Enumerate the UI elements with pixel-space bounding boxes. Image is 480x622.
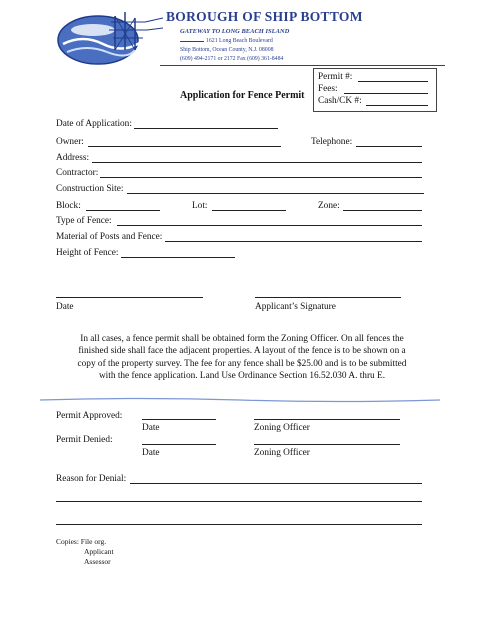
address-field[interactable] [92, 152, 422, 163]
zone-field[interactable] [343, 200, 422, 211]
block-field[interactable] [86, 200, 160, 211]
header-city: Ship Bottom, Ocean County, N.J. 08008 [180, 47, 274, 53]
fees-field[interactable] [344, 83, 428, 94]
type-of-fence-field[interactable] [117, 215, 422, 226]
copies-title: Copies: File org. [56, 537, 107, 546]
height-field[interactable] [121, 247, 235, 258]
lot-field[interactable] [212, 200, 286, 211]
reason-line-2[interactable] [56, 491, 422, 502]
denied-officer-line[interactable] [254, 434, 400, 445]
cash-check-field[interactable] [366, 95, 428, 106]
lot-label: Lot: [192, 201, 208, 211]
signature-date-line[interactable] [56, 287, 203, 298]
permit-number-field[interactable] [358, 71, 428, 82]
form-title: Application for Fence Permit [180, 90, 305, 101]
height-label: Height of Fence: [56, 248, 119, 258]
owner-field[interactable] [88, 136, 281, 147]
reason-line-3[interactable] [56, 514, 422, 525]
contractor-label: Contractor: [56, 168, 99, 178]
borough-title: BOROUGH OF SHIP BOTTOM [166, 9, 363, 24]
permit-denied-label: Permit Denied: [56, 435, 113, 445]
type-of-fence-label: Type of Fence: [56, 216, 112, 226]
approved-officer-label: Zoning Officer [254, 423, 310, 433]
borough-logo [53, 10, 165, 70]
applicant-signature-line[interactable] [255, 287, 401, 298]
contractor-field[interactable] [100, 167, 422, 178]
header-phone: (609) 494-2171 or 2172 Fax (609) 361-8484 [180, 56, 284, 62]
fees-label: Fees: [318, 84, 338, 94]
telephone-label: Telephone: [311, 137, 353, 147]
construction-site-label: Construction Site: [56, 184, 124, 194]
street-address: 1621 Long Beach Boulevard [206, 38, 273, 44]
material-label: Material of Posts and Fence: [56, 232, 163, 242]
reason-for-denial-field[interactable] [130, 473, 422, 484]
approved-date-line[interactable] [142, 409, 216, 420]
wave-divider [40, 391, 440, 399]
zone-label: Zone: [318, 201, 340, 211]
header-address [180, 38, 273, 44]
permit-approved-label: Permit Approved: [56, 411, 123, 421]
applicant-signature-label: Applicant’s Signature [255, 302, 336, 312]
owner-label: Owner: [56, 137, 84, 147]
material-field[interactable] [165, 231, 422, 242]
tagline: GATEWAY TO LONG BEACH ISLAND [180, 28, 290, 35]
approved-officer-line[interactable] [254, 409, 400, 420]
date-of-application-label: Date of Application: [56, 119, 132, 129]
fence-notice: In all cases, a fence permit shall be obtained form the Zoning Officer. On all fences the finished side shall face the adjacent properties. A layout of the fence is to be shown on a copy of the property survey. The fee for any fence shall be $25.00 and is to be submitted with the fence application. Land Use Ordinance Section 16.52.030 A. thru E. [77, 334, 407, 382]
denied-officer-label: Zoning Officer [254, 448, 310, 458]
telephone-field[interactable] [356, 136, 422, 147]
denied-date-line[interactable] [142, 434, 216, 445]
block-label: Block: [56, 201, 81, 211]
address-rule [180, 41, 204, 42]
denied-date-label: Date [142, 448, 160, 458]
date-of-application-field[interactable] [134, 118, 278, 129]
construction-site-field[interactable] [127, 183, 424, 194]
permit-label: Permit #: [318, 72, 353, 82]
copy-applicant: Applicant [84, 547, 114, 556]
approved-date-label: Date [142, 423, 160, 433]
header-divider [160, 65, 445, 66]
signature-date-label: Date [56, 302, 74, 312]
copy-assessor: Assessor [84, 557, 111, 566]
address-label: Address: [56, 153, 90, 163]
cash-check-label: Cash/CK #: [318, 96, 362, 106]
reason-for-denial-label: Reason for Denial: [56, 474, 127, 484]
office-use-box [313, 68, 437, 112]
